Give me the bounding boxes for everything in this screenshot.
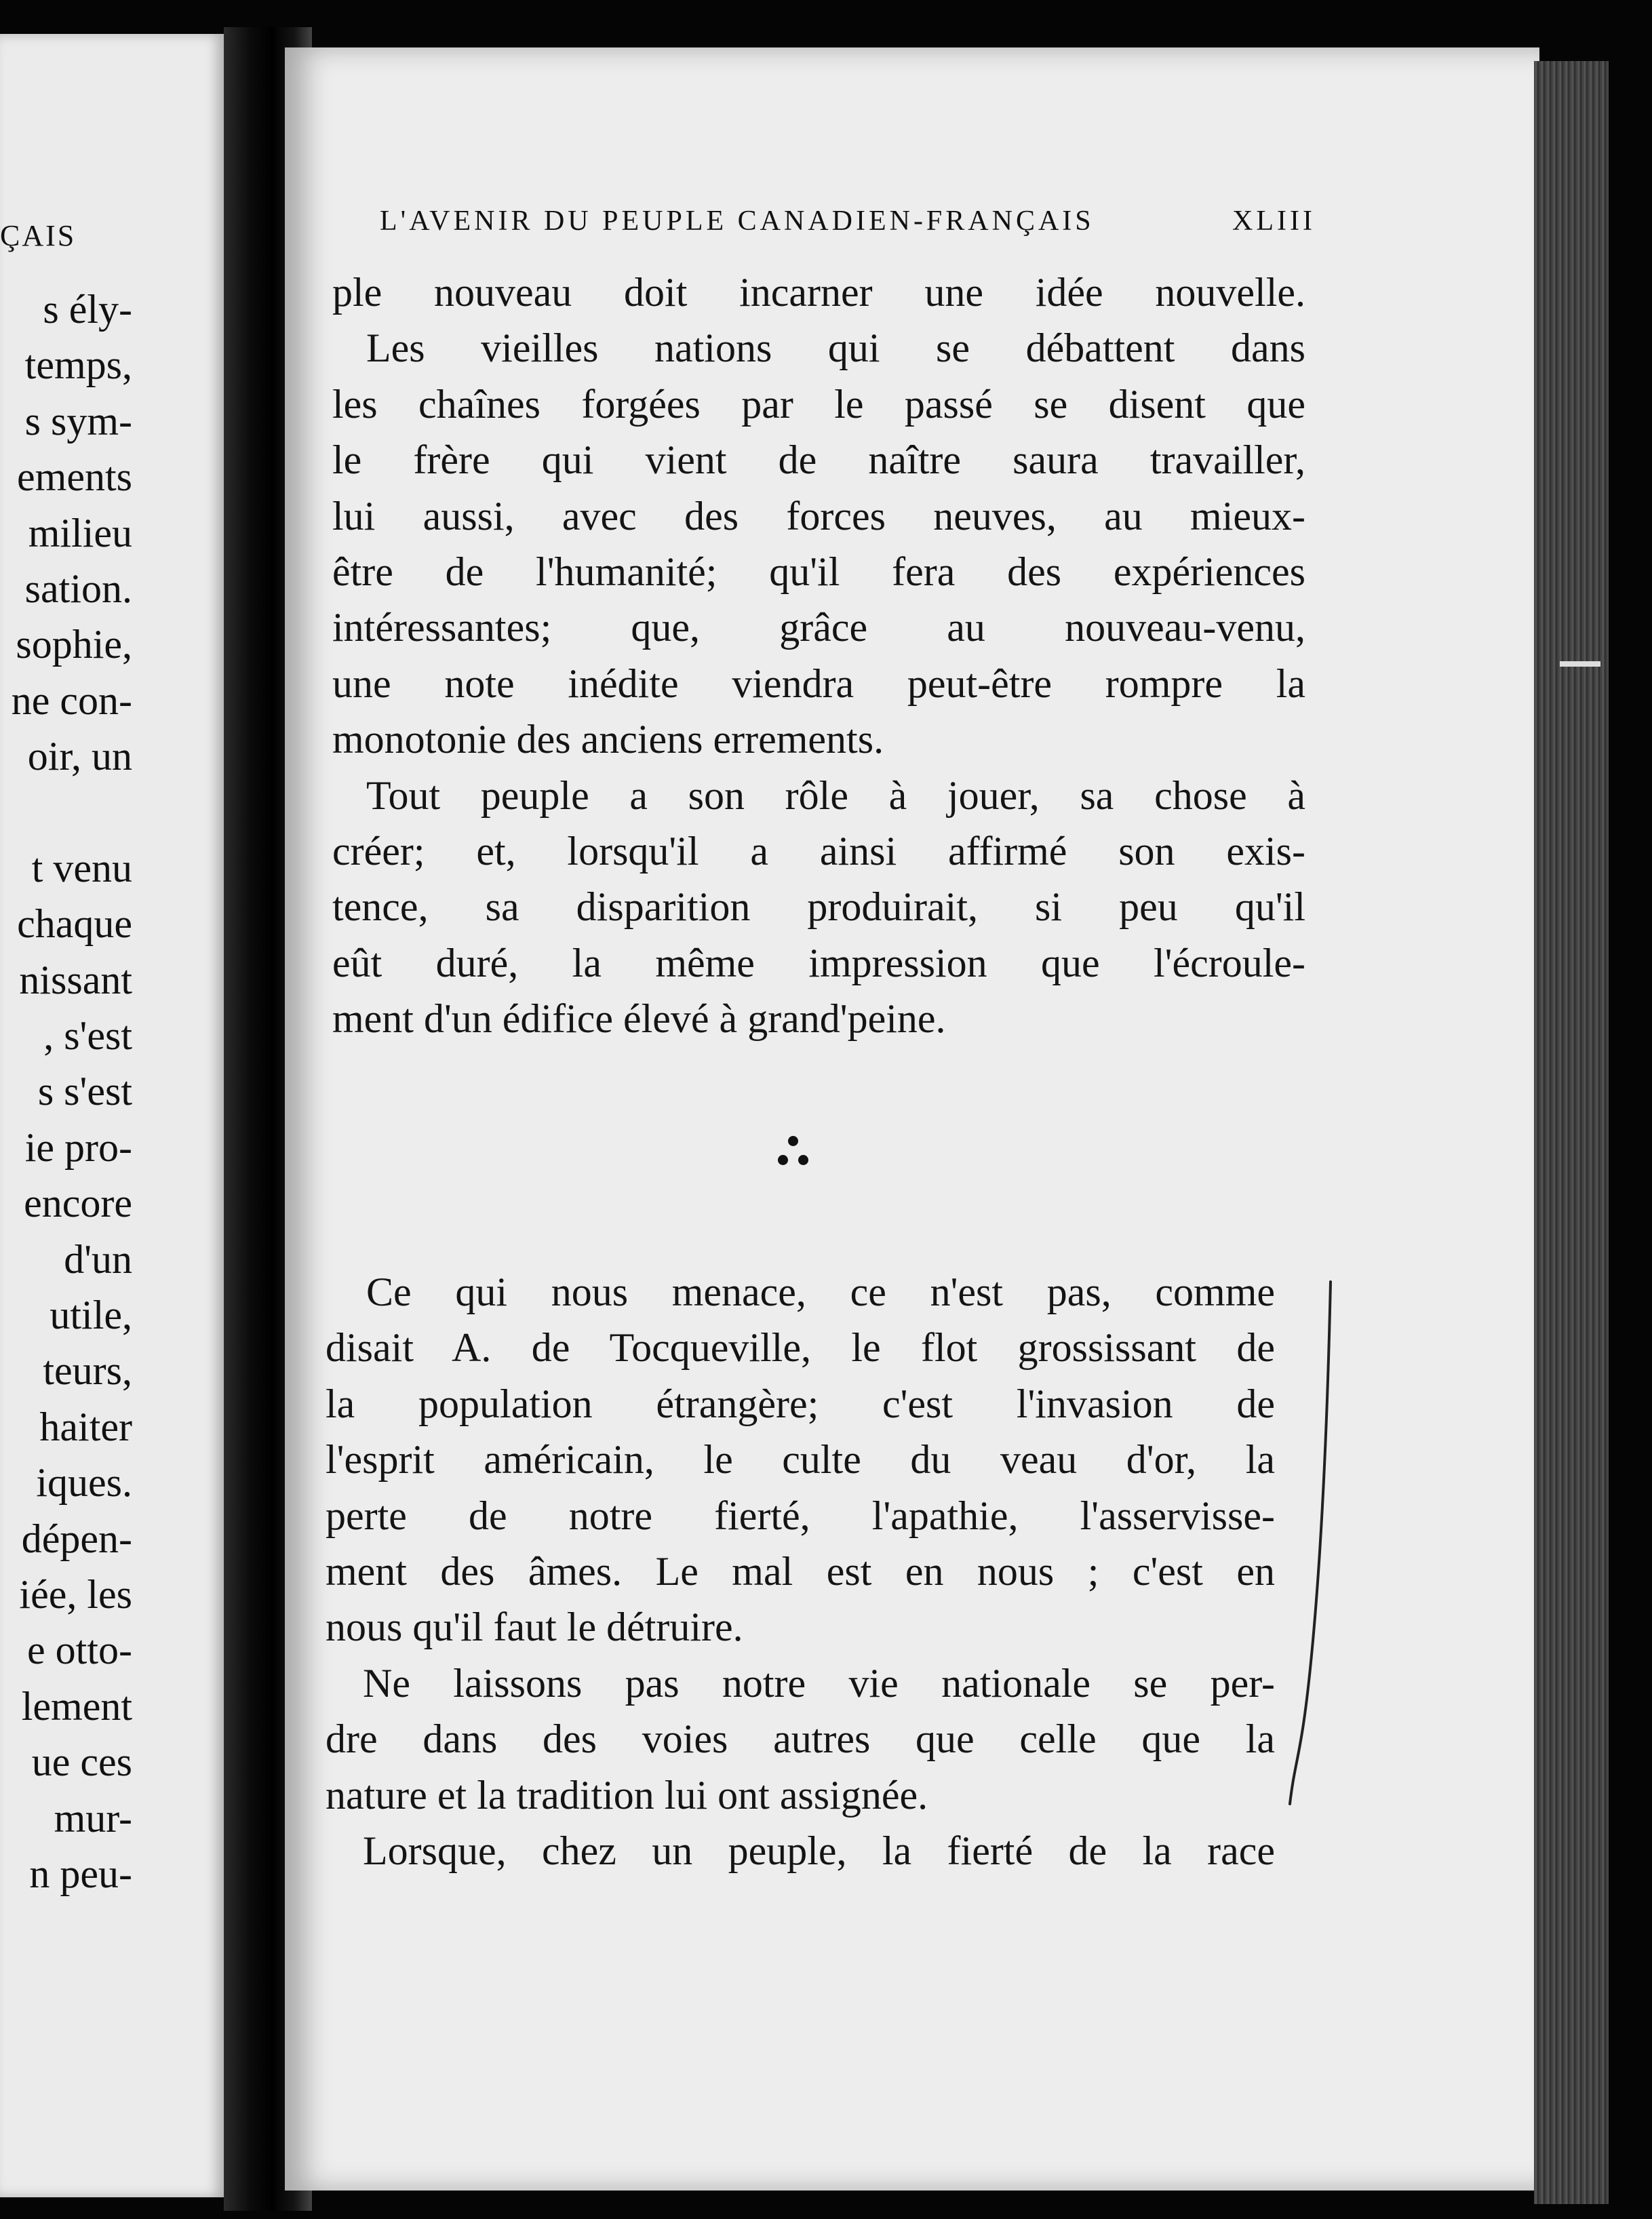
ornament-dot — [778, 1155, 788, 1165]
page-edges — [1534, 61, 1609, 2204]
left-line: iques. — [36, 1460, 132, 1506]
text-line: perte de notre fierté, l'apathie, l'asservisse- — [326, 1493, 1275, 1538]
left-line: ue ces — [31, 1740, 132, 1785]
text-line: intéressantes; que, grâce au nouveau-venu, — [332, 605, 1305, 650]
left-line: iée, les — [19, 1571, 132, 1617]
left-line: lement — [21, 1683, 132, 1729]
text-line: disait A. de Tocqueville, le flot grossissant de — [326, 1325, 1275, 1371]
left-line: sation. — [24, 566, 132, 611]
left-page — [0, 34, 224, 2197]
left-line: ne con- — [11, 678, 132, 723]
left-line: sophie, — [16, 622, 132, 667]
text-line: être de l'humanité; qu'il fera des expériences — [332, 549, 1305, 594]
left-line: ie pro- — [24, 1124, 132, 1170]
text-line: le frère qui vient de naître saura travailler, — [332, 437, 1305, 483]
text-line: nature et la tradition lui ont assignée. — [326, 1772, 928, 1818]
left-line: e otto- — [27, 1628, 132, 1673]
text-line: eût duré, la même impression que l'écroule- — [332, 940, 1305, 985]
left-line: ements — [17, 454, 132, 500]
left-line: n peu- — [29, 1851, 132, 1896]
left-line: d'un — [64, 1236, 132, 1282]
left-line: nissant — [19, 957, 132, 1002]
scan-speck — [1560, 661, 1600, 667]
body-text-section-one — [332, 264, 1305, 1046]
left-line: mur- — [54, 1795, 132, 1841]
section-break-asterism — [773, 1129, 814, 1183]
text-line: monotonie des anciens errements. — [332, 717, 884, 762]
left-line: chaque — [17, 901, 132, 947]
text-line: dre dans des voies autres que celle que la — [326, 1716, 1275, 1762]
running-head — [380, 205, 1316, 243]
left-line: utile, — [50, 1293, 132, 1338]
left-line: haiter — [39, 1404, 132, 1449]
left-line: milieu — [28, 510, 132, 555]
text-line: ment des âmes. Le mal est en nous ; c'est en — [326, 1548, 1275, 1594]
text-line: une note inédite viendra peut-être rompre la — [332, 661, 1305, 706]
text-line: ple nouveau doit incarner une idée nouvelle. — [332, 270, 1305, 315]
left-line: t venu — [31, 845, 132, 890]
text-line: nous qu'il faut le détruire. — [326, 1605, 743, 1650]
text-line: ment d'un édifice élevé à grand'peine. — [332, 996, 946, 1042]
ornament-dot — [788, 1136, 798, 1146]
left-line: s ély- — [43, 287, 132, 332]
text-line: l'esprit américain, le culte du veau d'or, la — [326, 1437, 1275, 1482]
text-line: lui aussi, avec des forces neuves, au mieux- — [332, 493, 1305, 538]
text-line: tence, sa disparition produirait, si peu qu'il — [332, 884, 1305, 930]
left-running-head: ÇAIS — [0, 219, 77, 252]
running-head-title: L'AVENIR DU PEUPLE CANADIEN-FRANÇAIS — [380, 205, 1095, 237]
text-line: la population étrangère; c'est l'invasion de — [326, 1381, 1275, 1426]
left-line: , s'est — [43, 1013, 132, 1059]
body-text-section-two — [326, 1264, 1275, 1879]
text-line: Lorsque, chez un peuple, la fierté de la race — [363, 1828, 1275, 1873]
text-line: Ne laissons pas notre vie nationale se per- — [363, 1660, 1275, 1706]
left-line: dépen- — [21, 1516, 132, 1561]
left-line — [12, 785, 132, 840]
text-line: créer; et, lorsqu'il a ainsi affirmé son exis- — [332, 828, 1305, 873]
text-line: Tout peuple a son rôle à jouer, sa chose à — [366, 772, 1305, 818]
text-line: les chaînes forgées par le passé se disent que — [332, 381, 1305, 427]
text-line: Les vieilles nations qui se débattent dans — [366, 326, 1305, 371]
text-line: Ce qui nous menace, ce n'est pas, comme — [366, 1270, 1275, 1314]
left-line: s s'est — [37, 1069, 132, 1114]
left-line: s sym- — [24, 398, 132, 444]
page-number: XLIII — [1232, 205, 1316, 237]
left-line: encore — [24, 1181, 132, 1226]
left-line: teurs, — [43, 1348, 132, 1394]
ornament-dot — [798, 1155, 808, 1165]
left-line: oir, un — [27, 734, 132, 779]
margin-pencil-mark — [1275, 1268, 1336, 1811]
left-page-text — [12, 281, 132, 1902]
left-line: temps, — [24, 342, 132, 388]
